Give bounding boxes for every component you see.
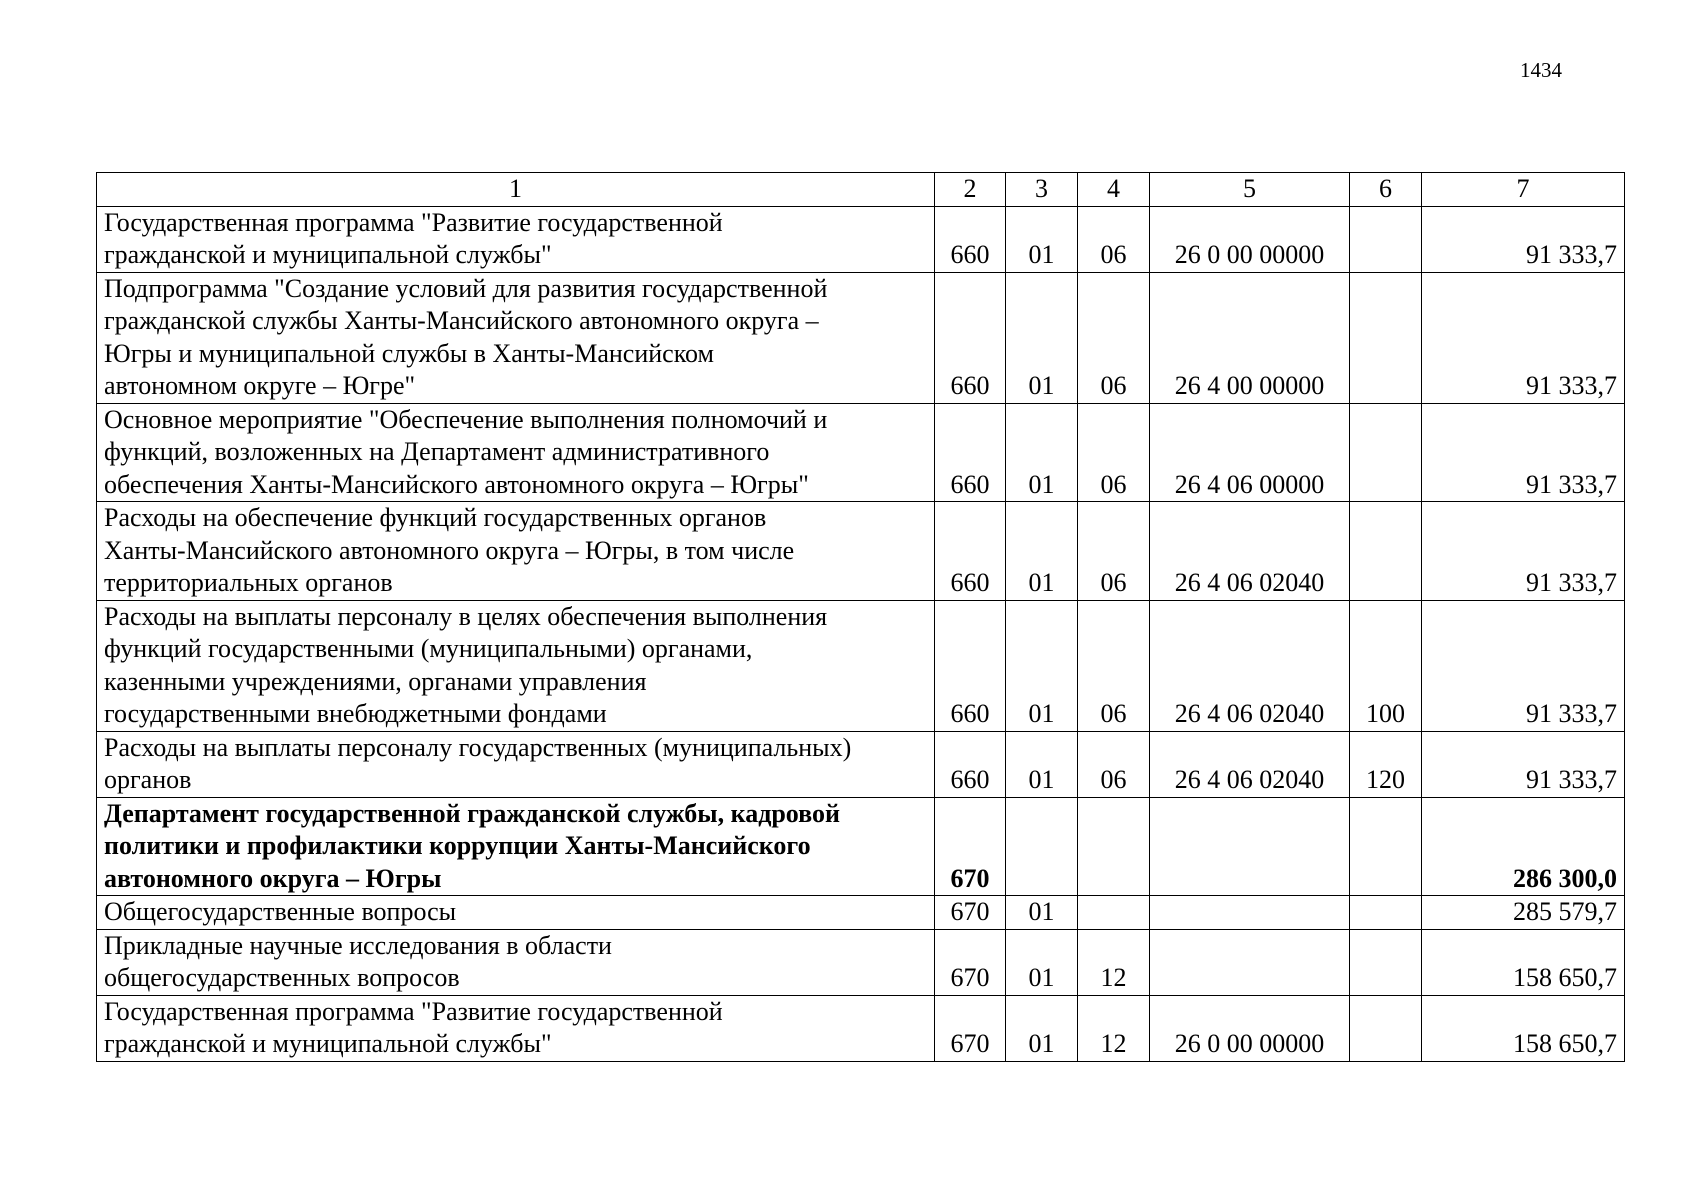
- ministry-code: 660: [935, 600, 1006, 731]
- item-name-line: обеспечения Ханты-Мансийского автономного округа – Югры": [104, 469, 809, 499]
- column-header: 3: [1006, 173, 1078, 207]
- target-article-code: 26 4 06 00000: [1150, 403, 1350, 502]
- table-row: [97, 929, 1625, 995]
- item-name-line: автономном округе – Югре": [104, 371, 416, 400]
- subsection-code: 12: [1078, 929, 1150, 995]
- target-article-code: [1150, 797, 1350, 896]
- item-name-line: Расходы на обеспечение функций государственных органов: [104, 503, 767, 532]
- amount: 91 333,7: [1422, 600, 1625, 731]
- item-name-line: гражданской службы Ханты-Мансийского автономного округа –: [104, 306, 819, 335]
- target-article-code: [1150, 929, 1350, 995]
- target-article-code: 26 4 06 02040: [1150, 600, 1350, 731]
- amount: 286 300,0: [1422, 797, 1625, 896]
- item-name-line: государственными внебюджетными фондами: [104, 699, 607, 728]
- column-header: 5: [1150, 173, 1350, 207]
- subsection-code: 06: [1078, 600, 1150, 731]
- section-code: 01: [1006, 995, 1078, 1061]
- section-code: 01: [1006, 896, 1078, 930]
- item-name-line: общегосударственных вопросов: [104, 963, 460, 992]
- section-code: [1006, 797, 1078, 896]
- section-code: 01: [1006, 929, 1078, 995]
- expense-type-code: [1350, 929, 1422, 995]
- expense-type-code: [1350, 797, 1422, 896]
- item-name: [97, 272, 935, 403]
- column-header: 6: [1350, 173, 1422, 207]
- ministry-code: 660: [935, 502, 1006, 601]
- column-header: 1: [97, 173, 935, 207]
- subsection-code: 06: [1078, 206, 1150, 272]
- item-name: [97, 502, 935, 601]
- table-row: [97, 206, 1625, 272]
- subsection-code: 12: [1078, 995, 1150, 1061]
- target-article-code: 26 4 06 02040: [1150, 502, 1350, 601]
- section-code: 01: [1006, 272, 1078, 403]
- item-name-line: гражданской и муниципальной службы": [104, 1029, 552, 1058]
- item-name-line: автономного округа – Югры: [104, 863, 442, 893]
- item-name-line: функций государственными (муниципальными) органами,: [104, 634, 753, 663]
- table-header-row: [97, 173, 1625, 207]
- table-row: [97, 600, 1625, 731]
- expense-type-code: [1350, 995, 1422, 1061]
- target-article-code: 26 0 00 00000: [1150, 995, 1350, 1061]
- item-name-line: Расходы на выплаты персоналу в целях обеспечения выполнения: [104, 601, 828, 631]
- ministry-code: 660: [935, 206, 1006, 272]
- budget-table: [96, 172, 1625, 1062]
- column-header: 4: [1078, 173, 1150, 207]
- item-name-line: Департамент государственной гражданской службы, кадровой: [104, 798, 840, 828]
- target-article-code: 26 0 00 00000: [1150, 206, 1350, 272]
- item-name-line: Прикладные научные исследования в области: [104, 930, 612, 960]
- expense-type-code: [1350, 502, 1422, 601]
- section-code: 01: [1006, 502, 1078, 601]
- subsection-code: [1078, 797, 1150, 896]
- item-name: [97, 731, 935, 797]
- subsection-code: [1078, 896, 1150, 930]
- item-name-line: территориальных органов: [104, 568, 393, 597]
- item-name: [97, 995, 935, 1061]
- expense-type-code: 120: [1350, 731, 1422, 797]
- item-name-line: Югры и муниципальной службы в Ханты-Мансийском: [104, 338, 714, 368]
- expense-type-code: 100: [1350, 600, 1422, 731]
- item-name: [97, 206, 935, 272]
- item-name: [97, 896, 935, 930]
- amount: 91 333,7: [1422, 502, 1625, 601]
- target-article-code: 26 4 00 00000: [1150, 272, 1350, 403]
- item-name: [97, 797, 935, 896]
- item-name-line: Государственная программа "Развитие государственной: [104, 207, 723, 237]
- amount: 158 650,7: [1422, 929, 1625, 995]
- table-row: [97, 995, 1625, 1061]
- item-name-line: гражданской и муниципальной службы": [104, 240, 552, 269]
- table-row: [97, 403, 1625, 502]
- table-row: [97, 896, 1625, 930]
- item-name-line: Ханты-Мансийского автономного округа – Югры, в том числе: [104, 535, 795, 565]
- target-article-code: [1150, 896, 1350, 930]
- subsection-code: 06: [1078, 731, 1150, 797]
- ministry-code: 670: [935, 995, 1006, 1061]
- column-header: 2: [935, 173, 1006, 207]
- item-name: [97, 929, 935, 995]
- item-name-line: Государственная программа "Развитие государственной: [104, 996, 723, 1026]
- subsection-code: 06: [1078, 403, 1150, 502]
- expense-type-code: [1350, 206, 1422, 272]
- item-name: [97, 403, 935, 502]
- amount: 285 579,7: [1422, 896, 1625, 930]
- section-code: 01: [1006, 600, 1078, 731]
- amount: 91 333,7: [1422, 731, 1625, 797]
- amount: 91 333,7: [1422, 403, 1625, 502]
- item-name: [97, 600, 935, 731]
- page-number: 1434: [1520, 58, 1562, 82]
- item-name-line: функций, возложенных на Департамент административного: [104, 437, 770, 466]
- amount: 158 650,7: [1422, 995, 1625, 1061]
- table-row: [97, 272, 1625, 403]
- subsection-code: 06: [1078, 502, 1150, 601]
- table-row: [97, 502, 1625, 601]
- expense-type-code: [1350, 272, 1422, 403]
- subsection-code: 06: [1078, 272, 1150, 403]
- expense-type-code: [1350, 896, 1422, 930]
- ministry-code: 670: [935, 896, 1006, 930]
- target-article-code: 26 4 06 02040: [1150, 731, 1350, 797]
- item-name-line: Основное мероприятие "Обеспечение выполнения полномочий и: [104, 404, 828, 434]
- item-name-line: Подпрограмма "Создание условий для развития государственной: [104, 273, 828, 303]
- ministry-code: 660: [935, 403, 1006, 502]
- item-name-line: Расходы на выплаты персоналу государственных (муниципальных): [104, 732, 852, 762]
- expense-type-code: [1350, 403, 1422, 502]
- table-row: [97, 731, 1625, 797]
- item-name-line: Общегосударственные вопросы: [104, 897, 457, 926]
- table-row: [97, 797, 1625, 896]
- amount: 91 333,7: [1422, 206, 1625, 272]
- ministry-code: 670: [935, 929, 1006, 995]
- item-name-line: политики и профилактики коррупции Ханты-Мансийского: [104, 831, 811, 860]
- item-name-line: органов: [104, 765, 192, 794]
- section-code: 01: [1006, 206, 1078, 272]
- amount: 91 333,7: [1422, 272, 1625, 403]
- column-header: 7: [1422, 173, 1625, 207]
- ministry-code: 660: [935, 731, 1006, 797]
- ministry-code: 670: [935, 797, 1006, 896]
- item-name-line: казенными учреждениями, органами управления: [104, 666, 647, 696]
- ministry-code: 660: [935, 272, 1006, 403]
- section-code: 01: [1006, 403, 1078, 502]
- section-code: 01: [1006, 731, 1078, 797]
